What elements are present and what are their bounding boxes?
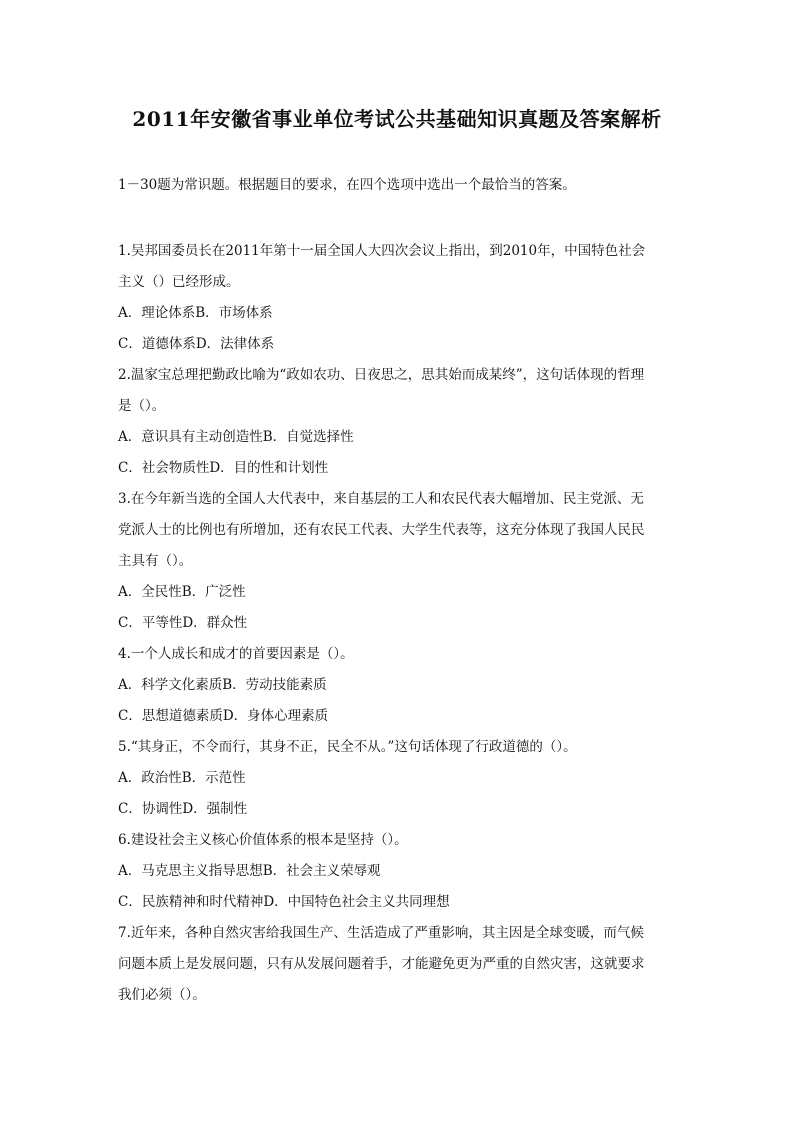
text-line: A．意识具有主动创造性B．自觉选择性 <box>118 429 354 445</box>
text-line: 2.温家宝总理把勤政比喻为“政如农功、日夜思之，思其始而成某终”，这句话体现的哲理 <box>118 367 645 383</box>
document-title: 2011年安徽省事业单位考试公共基础知识真题及答案解析 <box>132 107 662 131</box>
question-content <box>118 236 678 1011</box>
text-line: 问题本质上是发展问题，只有从发展问题着手，才能避免更为严重的自然灾害，这就要求 <box>118 956 645 972</box>
text-line: 1.吴邦国委员长在2011年第十一届全国人大四次会议上指出，到2010年，中国特色社会 <box>118 243 646 259</box>
text-line: C．社会物质性D．目的性和计划性 <box>118 460 329 476</box>
text-line: 党派人士的比例也有所增加，还有农民工代表、大学生代表等，这充分体现了我国人民民 <box>118 522 645 538</box>
text-line: A．理论体系B．市场体系 <box>118 305 273 321</box>
text-line: A．科学文化素质B．劳动技能素质 <box>118 677 327 693</box>
instructions-text: 1－30题为常识题。根据题目的要求，在四个选项中选出一个最恰当的答案。 <box>118 177 576 193</box>
text-line: 是（）。 <box>118 398 166 414</box>
text-line: A．马克思主义指导思想B．社会主义荣辱观 <box>118 863 381 879</box>
text-line: 7.近年来，各种自然灾害给我国生产、生活造成了严重影响，其主因是全球变暖，而气候 <box>118 925 644 941</box>
text-line: C．协调性D．强制性 <box>118 801 248 817</box>
text-line: 3.在今年新当选的全国人大代表中，来自基层的工人和农民代表大幅增加、民主党派、无 <box>118 491 644 507</box>
text-line: A．全民性B．广泛性 <box>118 584 246 600</box>
text-line: C．平等性D．群众性 <box>118 615 248 631</box>
text-line: A．政治性B．示范性 <box>118 770 246 786</box>
text-line: 6.建设社会主义核心价值体系的根本是坚持（）。 <box>118 832 408 848</box>
text-line: C．民族精神和时代精神D．中国特色社会主义共同理想 <box>118 894 450 910</box>
text-line: 主具有（）。 <box>118 553 193 569</box>
text-line: 5.“其身正，不令而行，其身不正，民全不从。”这句话体现了行政道德的（）。 <box>118 739 577 755</box>
text-line: 我们必须（）。 <box>118 987 206 1003</box>
text-line: 主义（）已经形成。 <box>118 274 240 290</box>
text-line: C．道德体系D．法律体系 <box>118 336 275 352</box>
text-line: 4.一个人成长和成才的首要因素是（）。 <box>118 646 354 662</box>
text-line: C．思想道德素质D．身体心理素质 <box>118 708 329 724</box>
